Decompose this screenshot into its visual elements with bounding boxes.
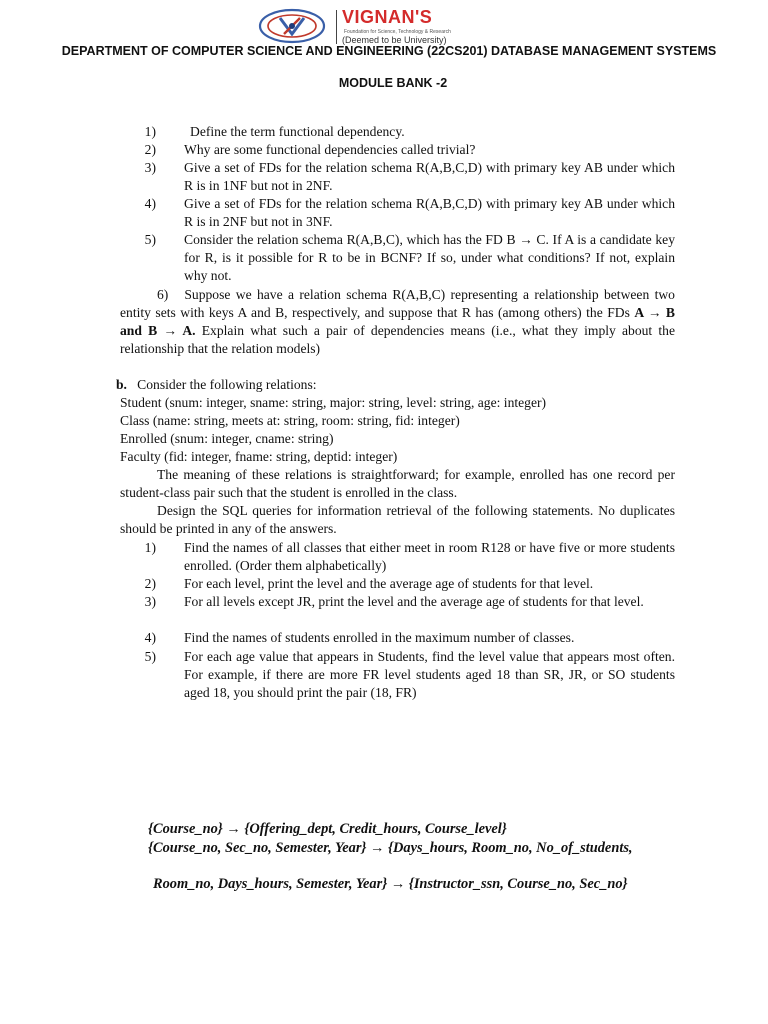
university-logo	[258, 8, 498, 46]
question-number: 4)	[144, 196, 156, 211]
question-text: Give a set of FDs for the relation schema R(A,B,C,D) with primary key AB under which R is in 1NF but not in 2NF.	[184, 160, 675, 193]
relation-class: Class (name: string, meets at: string, room: string, fid: integer)	[120, 413, 460, 428]
question-b4	[120, 629, 675, 647]
question-text: Find the names of all classes that either meet in room R128 or have five or more students enrolled. (Order them alphabetically)	[184, 540, 675, 573]
question-text: For all levels except JR, print the level and the average age of students for that level.	[184, 594, 644, 609]
question-a2	[120, 141, 675, 159]
question-text: Why are some functional dependencies called trivial?	[184, 142, 476, 157]
question-number: 1)	[144, 540, 156, 555]
question-number: 6)	[157, 287, 169, 302]
relation-faculty: Faculty (fid: integer, fname: string, deptid: integer)	[120, 449, 398, 464]
question-text: Give a set of FDs for the relation schema R(A,B,C,D) with primary key AB under which R is in 2NF but not in 3NF.	[184, 196, 675, 229]
question-number: 5)	[144, 649, 156, 664]
question-text: Suppose we have a relation schema R(A,B,C) representing a relationship between two entity sets with keys A and B, respectively, and suppose that R has (among others) the FDs	[120, 287, 675, 320]
question-a5	[120, 231, 675, 285]
logo-deemed: (Deemed to be University)	[342, 35, 447, 45]
logo-divider	[336, 10, 337, 44]
module-title: MODULE BANK -2	[338, 76, 448, 90]
section-b-intro: Consider the following relations:	[137, 377, 317, 392]
question-text: Define the term functional dependency.	[190, 124, 405, 139]
question-text: Find the names of students enrolled in the maximum number of classes.	[184, 630, 575, 645]
question-a4	[120, 195, 675, 231]
fd-line-3: Room_no, Days_hours, Semester, Year} → {Instructor_ssn, Course_no, Sec_no}	[153, 876, 628, 892]
question-number: 2)	[144, 576, 156, 591]
section-b-heading	[116, 376, 317, 394]
question-a6	[120, 286, 675, 358]
question-number: 1)	[144, 124, 156, 139]
question-number: 4)	[144, 630, 156, 645]
department-title: DEPARTMENT OF COMPUTER SCIENCE AND ENGINEERING (22CS201) DATABASE MANAGEMENT SYSTEMS	[61, 44, 717, 58]
question-number: 3)	[144, 160, 156, 175]
paragraph-meaning: The meaning of these relations is straightforward; for example, enrolled has one record per student-class pair such that the student is enrolled in the class.	[120, 467, 675, 500]
question-b5	[120, 648, 675, 702]
question-text-end: Explain what such a pair of dependencies means (i.e., what they imply about the relationship that the relation models)	[120, 323, 675, 356]
question-bold-fds: A → B and B → A.	[120, 305, 675, 338]
logo-subtitle: Foundation for Science, Technology & Research	[344, 29, 451, 35]
question-text: For each level, print the level and the average age of students for that level.	[184, 576, 594, 591]
question-a3	[120, 159, 675, 195]
question-number: 2)	[144, 142, 156, 157]
emblem-icon	[258, 8, 326, 44]
section-b-label: b.	[116, 377, 127, 392]
question-number: 5)	[144, 232, 156, 247]
question-b1	[120, 539, 675, 575]
logo-name: VIGNAN'S	[342, 7, 433, 27]
question-text: For each age value that appears in Students, find the level value that appears most often. For example, if there are more FR level students aged 18 than SR, JR, or SO students aged 18, you should print the pair (18, FR)	[184, 649, 675, 700]
question-number: 3)	[144, 594, 156, 609]
paragraph-design: Design the SQL queries for information retrieval of the following statements. No duplicates should be printed in any of the answers.	[120, 503, 675, 536]
question-b3	[120, 593, 675, 611]
question-b2	[120, 575, 675, 593]
fd-line-1: {Course_no} → {Offering_dept, Credit_hours, Course_level}	[148, 821, 507, 837]
question-text: Consider the relation schema R(A,B,C), which has the FD B → C. If A is a candidate key for R, is it possible for R to be in BCNF? If so, under what conditions? If not, explain why not.	[184, 232, 675, 283]
question-a1	[120, 123, 675, 141]
relation-enrolled: Enrolled (snum: integer, cname: string)	[120, 431, 334, 446]
fd-line-2: {Course_no, Sec_no, Semester, Year} → {Days_hours, Room_no, No_of_students,	[148, 840, 633, 856]
relation-student: Student (snum: integer, sname: string, major: string, level: string, age: integer)	[120, 395, 547, 410]
